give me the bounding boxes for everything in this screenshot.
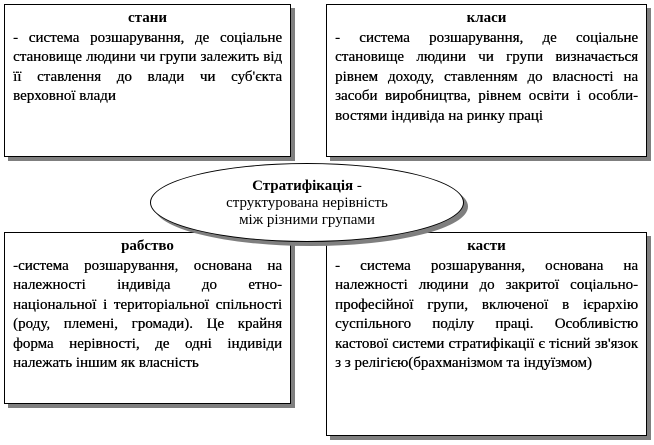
- box-castes: [326, 232, 647, 436]
- box-castes-title: касти: [467, 238, 506, 254]
- box-castes-text: - система розшарування, основана на належності людини до закритої соціально-професійної групи, включеної в ієрархію суспільного поділу праці. Особливістю кастової системи стратифікації є тісний зв'язок з з релігією(брахманізмом та індуїзмом): [335, 257, 638, 371]
- box-slavery: [4, 232, 291, 404]
- box-classes-title: класи: [466, 10, 507, 26]
- box-classes: [326, 4, 647, 157]
- box-slavery-title: рабство: [121, 238, 174, 254]
- central-definition-line1: структурована нерівність: [226, 195, 388, 211]
- box-slavery-text: -система розшарування, основана на належності індивіда до етно-національної і територіальної спільності (роду, племені, громади). Це крайня форма нерівності, де одні індивіди належать іншим як власність: [13, 257, 282, 371]
- central-ellipse: [150, 163, 464, 242]
- central-title: [252, 178, 362, 195]
- box-estates: [4, 4, 291, 157]
- box-estates-title: стани: [128, 10, 167, 26]
- box-estates-text: - система розшарування, де соціальне становище людини чи групи залежить від її ставлення до влади чи суб'єкта верховної влади: [13, 29, 282, 104]
- central-dash: -: [353, 178, 362, 194]
- central-term: Стратифікація: [252, 178, 354, 194]
- central-definition-line2: між різними групами: [239, 212, 375, 228]
- box-classes-text: - система розшарування, де соціальне становище людини чи групи визначається рівнем доходу, ставленням до власності на засоби виробництва, рівнем освіти і особли-востями індивіда на ринку праці: [335, 29, 638, 124]
